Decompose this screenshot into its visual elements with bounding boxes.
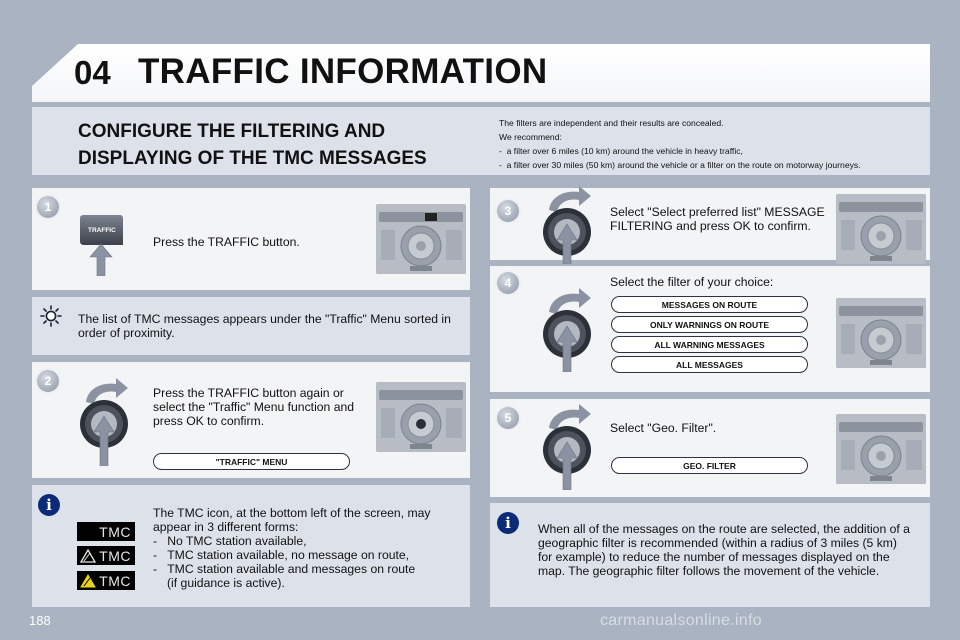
radio-panel-image (376, 382, 466, 452)
filter-option-only-warnings-on-route[interactable]: ONLY WARNINGS ON ROUTE (611, 316, 808, 333)
page-number: 188 (29, 613, 51, 628)
step3-text: Select "Select preferred list" MESSAGE FILTERING and press OK to confirm. (610, 205, 825, 233)
chapter-title: TRAFFIC INFORMATION (138, 52, 548, 91)
chapter-number: 04 (74, 54, 111, 91)
filters-note: The filters are independent and their results are concealed. We recommend: - a filter over 6 miles (10 km) around the vehicle in heavy traffic, - a filter over 30 miles (50 km) around the vehicle or a filter on the route on motorway journeys. (499, 118, 861, 170)
radio-panel-image (836, 414, 926, 484)
step2-text: Press the TRAFFIC button again or select the "Traffic" Menu function and press OK to confirm. (153, 386, 355, 428)
step1-text: Press the TRAFFIC button. (153, 235, 300, 249)
step3-badge: 3 (497, 200, 519, 222)
filter-option-all-warning-messages[interactable]: ALL WARNING MESSAGES (611, 336, 808, 353)
press-arrow-icon (88, 244, 114, 281)
tip-text: The list of TMC messages appears under the "Traffic" Menu sorted in order of proximity. (78, 312, 451, 340)
rotary-knob-icon (74, 376, 140, 471)
traffic-button-label: TRAFFIC (88, 227, 116, 234)
radio-panel-image (376, 204, 466, 274)
tmc-icon-messages: TMC (77, 571, 135, 590)
step4-badge: 4 (497, 272, 519, 294)
info-icon: i (38, 494, 60, 516)
radio-panel-image (836, 194, 926, 264)
tmc-icon-no-message: TMC (77, 546, 135, 565)
tmc-info-text: The TMC icon, at the bottom left of the screen, may appear in 3 different forms: - No TMC station available, - TMC station available, no message on route, - TMC station available and messages on route (if guidance is active). (153, 506, 431, 590)
step4-text: Select the filter of your choice: (610, 275, 774, 289)
filter-option-all-messages[interactable]: ALL MESSAGES (611, 356, 808, 373)
section-title: CONFIGURE THE FILTERING AND DISPLAYING OF THE TMC MESSAGES (78, 121, 427, 169)
traffic-button-icon (78, 214, 124, 246)
step2-badge: 2 (37, 370, 59, 392)
filter-option-messages-on-route[interactable]: MESSAGES ON ROUTE (611, 296, 808, 313)
sun-tip-icon (40, 305, 62, 332)
watermark: carmanualsonline.info (600, 612, 762, 629)
step5-badge: 5 (497, 407, 519, 429)
geo-filter-info-text: When all of the messages on the route are selected, the addition of a geographic filter is recommended (within a radius of 3 miles (5 km) for example) to reduce the number of messages displayed on the map. The geographic filter follows the movement of the vehicle. (538, 522, 910, 578)
rotary-knob-icon (537, 288, 603, 377)
radio-panel-image (836, 298, 926, 368)
info-icon: i (497, 512, 519, 534)
geo-filter-option[interactable]: GEO. FILTER (611, 457, 808, 474)
rotary-knob-icon (537, 404, 603, 495)
rotary-knob-icon (537, 186, 603, 269)
step1-badge: 1 (37, 196, 59, 218)
traffic-menu-option[interactable]: "TRAFFIC" MENU (153, 453, 350, 470)
step5-text: Select "Geo. Filter". (610, 421, 717, 435)
tmc-icon-none: TMC (77, 522, 135, 541)
